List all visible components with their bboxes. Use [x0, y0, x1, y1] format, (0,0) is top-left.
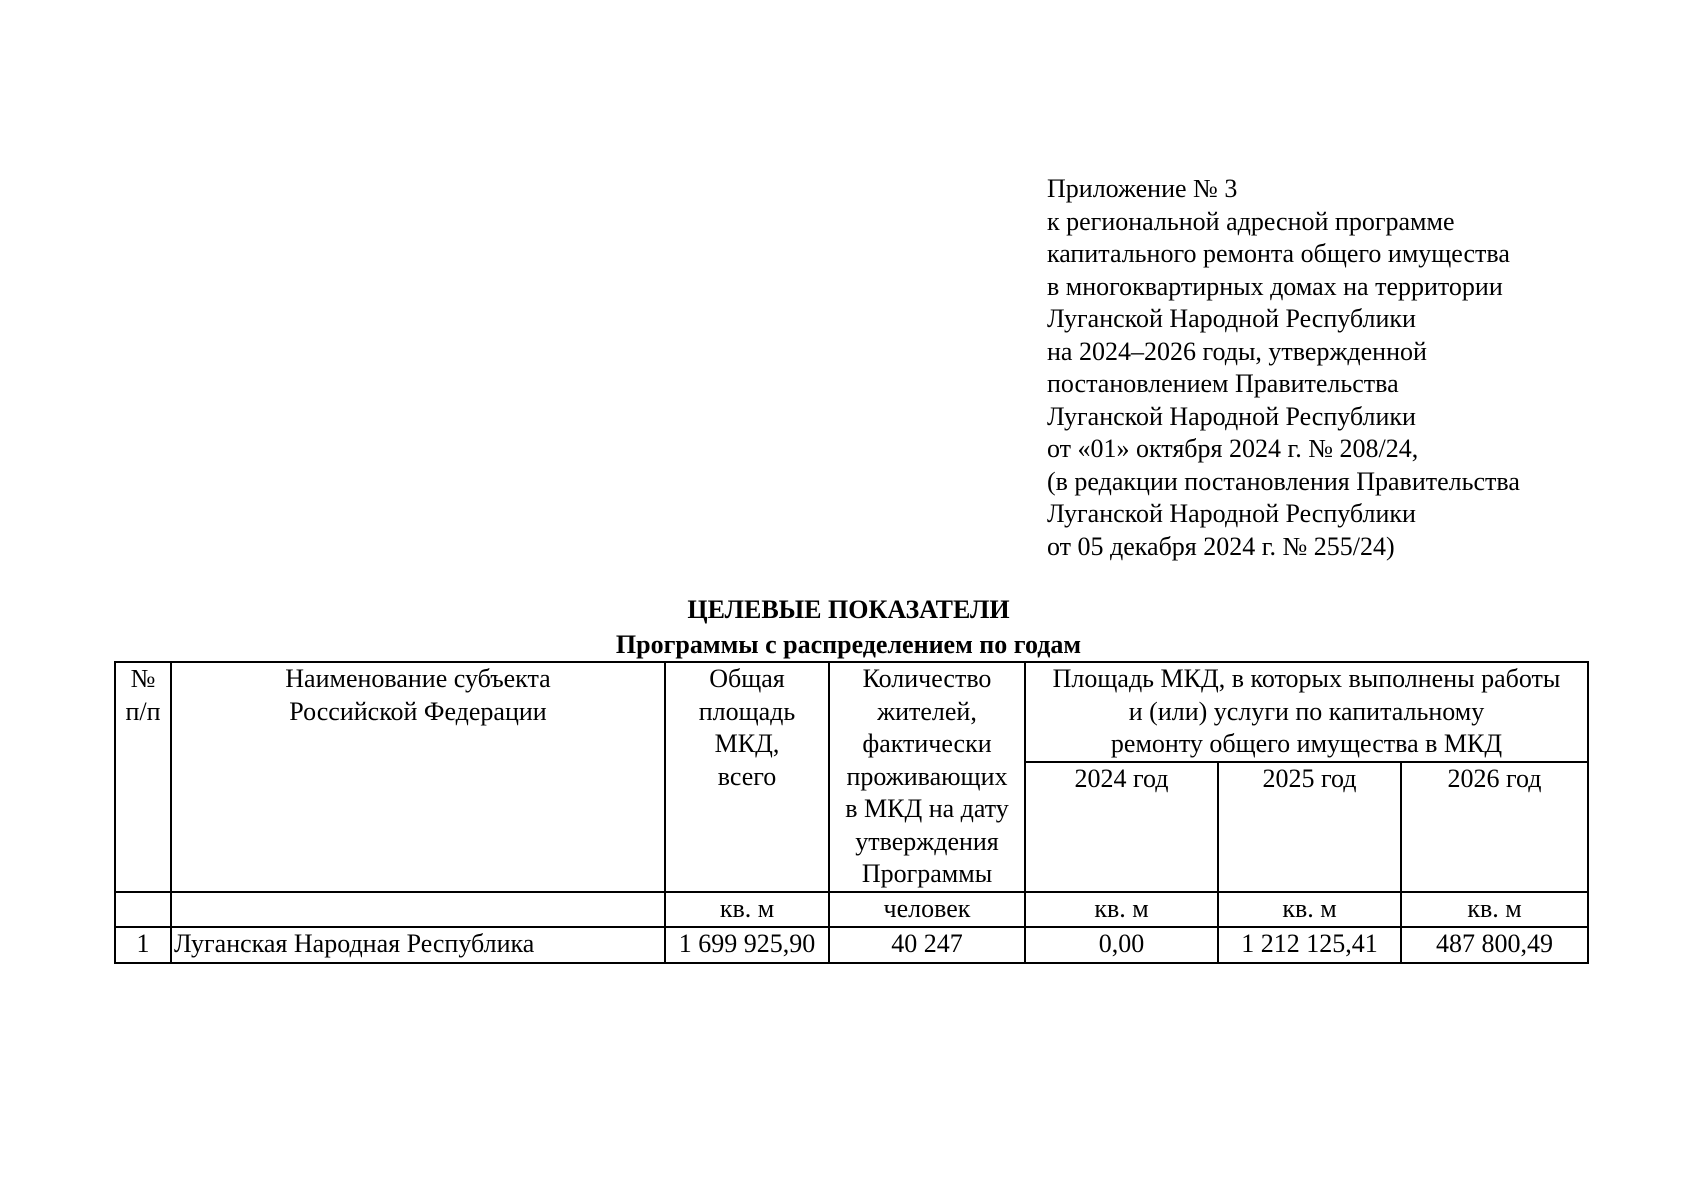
cell-residents: 40 247: [829, 927, 1025, 963]
header-works-line: ремонту общего имущества в МКД: [1110, 729, 1503, 758]
unit-2024: кв. м: [1025, 892, 1218, 927]
header-residents-line: фактически: [862, 729, 992, 758]
header-year-2025: 2025 год: [1218, 762, 1401, 892]
appendix-line: на 2024–2026 годы, утвержденной: [1047, 336, 1427, 366]
header-works-line: Площадь МКД, в которых выполнены работы: [1052, 664, 1561, 693]
header-works-area: [1025, 662, 1588, 762]
appendix-line: постановлением Правительства: [1047, 369, 1399, 398]
appendix-line: Луганской Народной Республики: [1047, 401, 1416, 431]
header-num-line: №: [130, 664, 156, 693]
header-area-line: МКД,: [714, 729, 780, 758]
targets-table: [114, 661, 1589, 964]
unit-residents: человек: [829, 892, 1025, 927]
header-area-line: площадь: [698, 696, 796, 726]
header-residents-line: жителей,: [877, 696, 977, 726]
header-residents-line: в МКД на дату: [845, 794, 1009, 823]
header-area-line: всего: [717, 761, 777, 791]
appendix-line: капитального ремонта общего имущества: [1047, 239, 1510, 268]
cell-num: 1: [115, 927, 171, 963]
table-row: [115, 927, 1588, 963]
appendix-line: Луганской Народной Республики: [1047, 304, 1416, 333]
unit-2025: кв. м: [1218, 892, 1401, 927]
header-subject-line: Российской Федерации: [289, 696, 547, 726]
appendix-line: (в редакции постановления Правительства: [1047, 466, 1520, 496]
document-subtitle: Программы с распределением по годам: [615, 630, 1082, 659]
cell-2026: 487 800,49: [1401, 927, 1588, 963]
header-year-2026: 2026 год: [1401, 762, 1588, 892]
appendix-line: к региональной адресной программе: [1047, 206, 1455, 236]
header-residents-line: утверждения: [855, 826, 999, 856]
appendix-line: Приложение № 3: [1047, 174, 1238, 203]
unit-2026: кв. м: [1401, 892, 1588, 927]
header-year-2024: 2024 год: [1025, 762, 1218, 892]
header-works-line: и (или) услуги по капитальному: [1128, 696, 1485, 726]
header-area-line: Общая: [709, 664, 785, 693]
header-subject: [171, 662, 665, 892]
cell-2024: 0,00: [1025, 927, 1218, 963]
header-residents: [829, 662, 1025, 892]
appendix-line: от 05 декабря 2024 г. № 255/24): [1047, 531, 1395, 561]
cell-2025: 1 212 125,41: [1218, 927, 1401, 963]
header-total-area: [665, 662, 829, 892]
unit-area: кв. м: [665, 892, 829, 927]
document-title: ЦЕЛЕВЫЕ ПОКАЗАТЕЛИ: [687, 595, 1010, 624]
header-num-line: п/п: [125, 696, 161, 726]
header-residents-line: проживающих: [846, 761, 1008, 791]
cell-subject: Луганская Народная Республика: [171, 927, 665, 963]
header-subject-line: Наименование субъекта: [285, 664, 551, 693]
unit-empty: [115, 892, 171, 927]
appendix-line: Луганской Народной Республики: [1047, 499, 1416, 528]
unit-empty: [171, 892, 665, 927]
header-residents-line: Количество: [862, 664, 992, 693]
cell-total-area: 1 699 925,90: [665, 927, 829, 963]
appendix-line: от «01» октября 2024 г. № 208/24,: [1047, 434, 1419, 463]
header-num: [115, 662, 171, 892]
appendix-note: [1047, 173, 1520, 563]
units-row: [115, 892, 1588, 927]
appendix-line: в многоквартирных домах на территории: [1047, 271, 1503, 301]
header-residents-line: Программы: [861, 859, 993, 888]
